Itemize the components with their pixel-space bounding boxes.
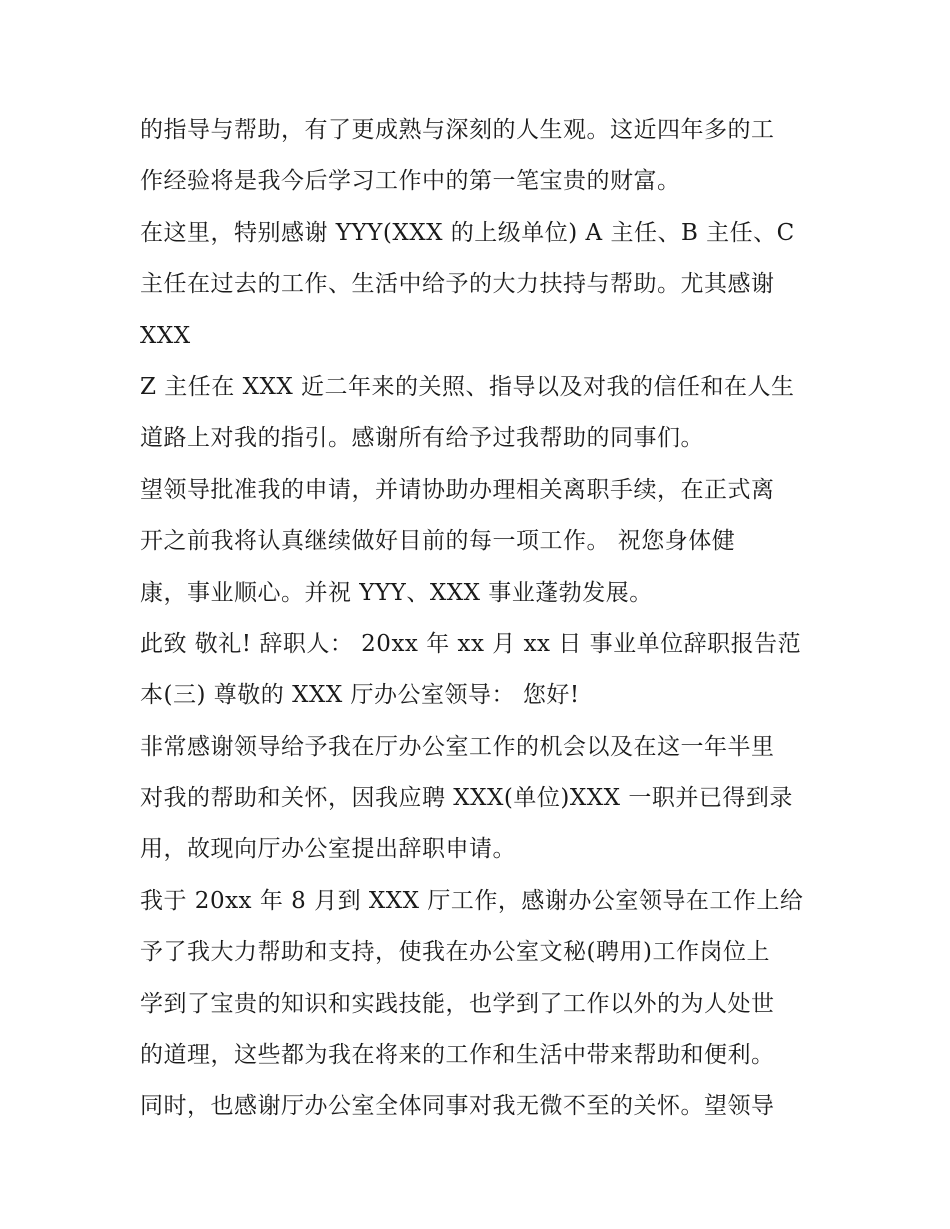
text-line: 作经验将是我今后学习工作中的第一笔宝贵的财富。 bbox=[140, 168, 681, 195]
text-line: Z 主任在 XXX 近二年来的关照、指导以及对我的信任和在人生 bbox=[140, 373, 795, 400]
text-line: 的道理，这些都为我在将来的工作和生活中带来帮助和便利。 bbox=[140, 1042, 775, 1069]
text-line: 我于 20xx 年 8 月到 XXX 厅工作，感谢办公室领导在工作上给 bbox=[140, 887, 804, 914]
text-line: 开之前我将认真继续做好目前的每一项工作。 祝您身体健 bbox=[140, 528, 736, 555]
text-line: 此致 敬礼! 辞职人： 20xx 年 xx 月 xx 日 事业单位辞职报告范 bbox=[140, 630, 802, 657]
document-body bbox=[140, 108, 820, 1136]
text-line: 同时，也感谢厅办公室全体同事对我无微不至的关怀。望领导 bbox=[140, 1093, 775, 1120]
text-line: 在这里，特别感谢 YYY(XXX 的上级单位) A 主任、B 主任、C bbox=[140, 219, 795, 246]
text-line: 望领导批准我的申请，并请协助办理相关离职手续，在正式离 bbox=[140, 476, 775, 503]
text-line: 康，事业顺心。并祝 YYY、XXX 事业蓬勃发展。 bbox=[140, 579, 653, 606]
text-line: 道路上对我的指引。感谢所有给予过我帮助的同事们。 bbox=[140, 425, 704, 452]
text-line: 予了我大力帮助和支持，使我在办公室文秘(聘用)工作岗位上 bbox=[140, 939, 770, 966]
text-line: 非常感谢领导给予我在厅办公室工作的机会以及在这一年半里 bbox=[140, 733, 775, 760]
text-line: 主任在过去的工作、生活中给予的大力扶持与帮助。尤其感谢 bbox=[140, 271, 775, 298]
text-line: XXX bbox=[140, 322, 191, 349]
text-line: 的指导与帮助，有了更成熟与深刻的人生观。这近四年多的工 bbox=[140, 117, 775, 143]
text-line: 用，故现向厅办公室提出辞职申请。 bbox=[140, 836, 516, 863]
text-line: 本(三) 尊敬的 XXX 厅办公室领导： 您好! bbox=[140, 682, 580, 709]
text-line: 对我的帮助和关怀，因我应聘 XXX(单位)XXX 一职并已得到录 bbox=[140, 785, 793, 812]
text-line: 学到了宝贵的知识和实践技能，也学到了工作以外的为人处世 bbox=[140, 990, 775, 1017]
